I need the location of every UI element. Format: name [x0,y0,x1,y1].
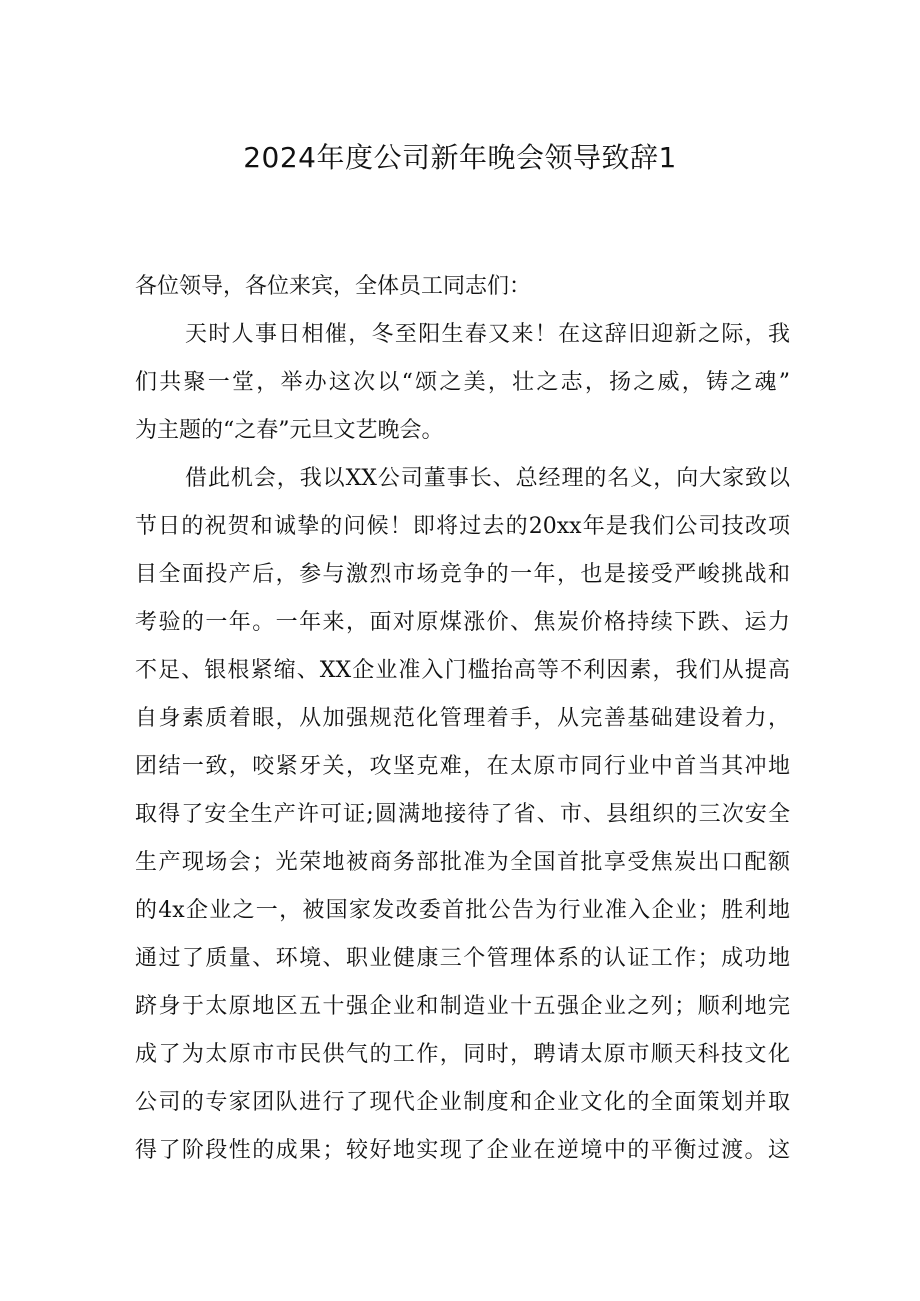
paragraph-2-line-7: 团结一致，咬紧牙关，攻坚克难，在太原市同行业中首当其冲地 [135,754,790,779]
paragraph-2-line-8: 取得了安全生产许可证;圆满地接待了省、市、县组织的三次安全 [135,802,790,827]
document-title: 2024年度公司新年晚会领导致辞1 [243,141,677,174]
paragraph-2-line-3: 目全面投产后，参与激烈市场竞争的一年，也是接受严峻挑战和 [135,562,790,587]
salutation-line: 各位领导，各位来宾，全体员工同志们： [135,274,532,299]
paragraph-1-line-1: 天时人事日相催，冬至阳生春又来！在这辞旧迎新之际，我 [185,322,790,347]
paragraph-2-line-13: 成了为太原市市民供气的工作，同时，聘请太原市顺天科技文化 [135,1042,790,1067]
paragraph-2-line-5: 不足、银根紧缩、XX企业准入门槛抬高等不利因素，我们从提高 [135,658,790,683]
paragraph-1-line-3: 为主题的“之春”元旦文艺晚会。 [135,418,444,443]
paragraph-2-line-6: 自身素质着眼，从加强规范化管理着手，从完善基础建设着力， [135,706,790,731]
paragraph-2-line-10: 的4x企业之一，被国家发改委首批公告为行业准入企业；胜利地 [135,898,790,923]
paragraph-1-line-2: 们共聚一堂，举办这次以“颂之美，壮之志，扬之威，铸之魂” [135,370,790,395]
paragraph-2-line-9: 生产现场会；光荣地被商务部批准为全国首批享受焦炭出口配额 [135,850,790,875]
paragraph-2-line-15: 得了阶段性的成果；较好地实现了企业在逆境中的平衡过渡。这 [135,1138,790,1163]
paragraph-2-line-1: 借此机会，我以XX公司董事长、总经理的名义，向大家致以 [185,466,790,491]
paragraph-2-line-4: 考验的一年。一年来，面对原煤涨价、焦炭价格持续下跌、运力 [135,610,790,635]
paragraph-2-line-12: 跻身于太原地区五十强企业和制造业十五强企业之列；顺利地完 [135,994,790,1019]
paragraph-2-line-2: 节日的祝贺和诚挚的问候！即将过去的20xx年是我们公司技改项 [135,514,790,539]
paragraph-2-line-11: 通过了质量、环境、职业健康三个管理体系的认证工作；成功地 [135,946,790,971]
paragraph-2-line-14: 公司的专家团队进行了现代企业制度和企业文化的全面策划并取 [135,1090,790,1115]
